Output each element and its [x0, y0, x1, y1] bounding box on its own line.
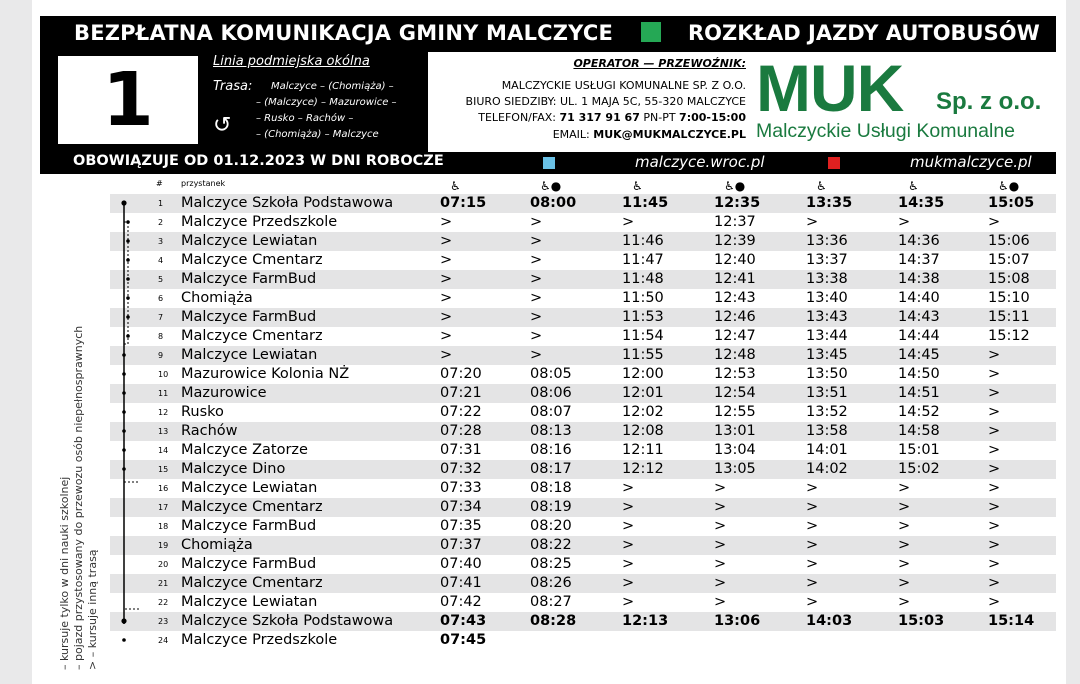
departure-time: 07:40	[440, 556, 482, 572]
departure-time: 13:44	[806, 328, 848, 344]
stop-number: 13	[158, 427, 169, 436]
departure-time: 13:50	[806, 366, 848, 382]
departure-time: 07:45	[440, 632, 487, 648]
departure-time: 14:37	[898, 252, 940, 268]
table-row	[110, 194, 1056, 213]
departure-time: >	[714, 556, 727, 572]
departure-time: >	[530, 252, 543, 268]
departure-time: >	[898, 214, 911, 230]
departure-time: 12:43	[714, 290, 756, 306]
departure-time: >	[988, 480, 1001, 496]
legend-accessible: – pojazd przystosowany do przewozu osób niepełnosprawnych	[72, 325, 85, 670]
muk-logo: MUK	[756, 51, 904, 125]
departure-time: >	[988, 385, 1001, 401]
departure-time: 13:06	[714, 613, 761, 629]
departure-time: 12:40	[714, 252, 756, 268]
departure-time: 12:53	[714, 366, 756, 382]
departure-time: >	[806, 499, 819, 515]
departure-time: 07:33	[440, 480, 482, 496]
departure-time: >	[622, 594, 635, 610]
departure-time: >	[988, 537, 1001, 553]
stop-name: Malczyce FarmBud	[181, 518, 317, 534]
departure-time: 15:10	[988, 290, 1030, 306]
stop-dot	[122, 372, 126, 376]
departure-time: 08:06	[530, 385, 572, 401]
operator-email-line	[553, 128, 746, 141]
title-left: BEZPŁATNA KOMUNIKACJA GMINY MALCZYCE	[74, 21, 613, 45]
stop-number: 18	[158, 522, 169, 531]
green-square-icon	[641, 22, 661, 42]
departure-time: 12:00	[622, 366, 664, 382]
departure-time: >	[988, 366, 1001, 382]
stop-dot	[121, 200, 126, 205]
departure-time: 08:25	[530, 556, 572, 572]
col-hash: #	[156, 179, 163, 188]
timetable-rows	[110, 194, 1056, 650]
stop-number: 14	[158, 446, 169, 455]
departure-time: 12:13	[622, 613, 669, 629]
phone-label: TELEFON/FAX:	[478, 111, 556, 124]
stop-number: 8	[158, 332, 164, 341]
departure-time: 08:19	[530, 499, 572, 515]
departure-time: 11:50	[622, 290, 664, 306]
stop-number: 24	[158, 636, 169, 645]
stop-name: Malczyce Lewiatan	[181, 594, 318, 610]
stop-number: 6	[158, 294, 164, 303]
departure-time: 11:54	[622, 328, 664, 344]
departure-time: 14:35	[898, 195, 945, 211]
departure-time: 14:51	[898, 385, 940, 401]
departure-time: >	[622, 480, 635, 496]
departure-time: 13:40	[806, 290, 848, 306]
departure-time: 12:35	[714, 195, 761, 211]
phone-number: 71 317 91 67	[559, 111, 640, 124]
departure-time: 11:45	[622, 195, 669, 211]
stop-dot	[122, 391, 126, 395]
title-right: ROZKŁAD JAZDY AUTOBUSÓW	[688, 21, 1040, 45]
stop-dot	[126, 296, 130, 300]
departure-time: >	[714, 518, 727, 534]
stop-dot	[126, 239, 130, 243]
red-square-icon	[828, 157, 840, 169]
departure-time: 14:58	[898, 423, 940, 439]
departure-time: 12:08	[622, 423, 664, 439]
departure-time: 12:39	[714, 233, 756, 249]
departure-time: 08:16	[530, 442, 572, 458]
departure-time: 12:46	[714, 309, 756, 325]
stop-dot	[122, 638, 126, 642]
line-name: Linia podmiejska okólna	[213, 54, 370, 69]
table-header	[110, 174, 1056, 194]
departure-time: 08:13	[530, 423, 572, 439]
hours-label: PN-PT	[643, 111, 676, 124]
departure-time: 07:34	[440, 499, 482, 515]
stop-dot	[122, 467, 126, 471]
stop-name: Rusko	[181, 404, 224, 420]
departure-time: >	[806, 480, 819, 496]
stop-name: Malczyce Szkoła Podstawowa	[181, 195, 394, 211]
departure-time: 14:01	[806, 442, 848, 458]
departure-time: 08:27	[530, 594, 572, 610]
table-row	[110, 365, 1056, 384]
legend-school: – kursuje tylko w dni nauki szkolnej	[58, 476, 71, 670]
table-row	[110, 384, 1056, 403]
departure-time: >	[988, 347, 1001, 363]
departure-time: 12:01	[622, 385, 664, 401]
departure-time: 12:54	[714, 385, 756, 401]
departure-time: 12:47	[714, 328, 756, 344]
operator-name: MALCZYCKIE USŁUGI KOMUNALNE SP. Z O.O.	[501, 79, 746, 92]
stop-name: Chomiąża	[181, 537, 253, 553]
departure-time: 12:48	[714, 347, 756, 363]
stop-dot	[126, 220, 130, 224]
departure-time: >	[622, 575, 635, 591]
stop-name: Malczyce Lewiatan	[181, 233, 318, 249]
departure-time: >	[806, 214, 819, 230]
departure-time: >	[622, 556, 635, 572]
departure-time: 08:07	[530, 404, 572, 420]
departure-time: >	[806, 518, 819, 534]
departure-time: >	[898, 518, 911, 534]
departure-time: 08:28	[530, 613, 577, 629]
stop-name: Chomiąża	[181, 290, 253, 306]
departure-time: >	[440, 309, 453, 325]
stop-dot	[122, 410, 126, 414]
departure-time: >	[714, 499, 727, 515]
stop-dot	[126, 315, 130, 319]
departure-time: 15:01	[898, 442, 940, 458]
stop-name: Rachów	[181, 423, 238, 439]
departure-time: 13:38	[806, 271, 848, 287]
route-line-4: – (Chomiąża) – Malczyce	[256, 129, 379, 140]
stop-name: Malczyce FarmBud	[181, 271, 317, 287]
stop-name: Malczyce Cmentarz	[181, 252, 323, 268]
departure-time: >	[530, 347, 543, 363]
departure-time: 15:12	[988, 328, 1030, 344]
departure-time: >	[530, 328, 543, 344]
table-row	[110, 441, 1056, 460]
website-link-1[interactable]: malczyce.wroc.pl	[635, 153, 765, 171]
stop-name: Malczyce Dino	[181, 461, 286, 477]
departure-time: 07:28	[440, 423, 482, 439]
departure-time: >	[622, 537, 635, 553]
table-row	[110, 270, 1056, 289]
departure-time: >	[988, 461, 1001, 477]
stop-number: 9	[158, 351, 164, 360]
departure-time: 07:35	[440, 518, 482, 534]
table-row	[110, 308, 1056, 327]
stop-name: Malczyce Zatorze	[181, 442, 308, 458]
departure-time: 13:37	[806, 252, 848, 268]
stop-dot	[122, 353, 126, 357]
departure-time: 13:36	[806, 233, 848, 249]
route-label: Trasa:	[213, 79, 253, 94]
wheelchair-icon: ♿	[908, 179, 919, 193]
wheelchair-school-icon: ♿●	[998, 179, 1020, 193]
departure-time: 12:41	[714, 271, 756, 287]
departure-time: 15:11	[988, 309, 1030, 325]
validity-bar	[40, 152, 1056, 174]
departure-time: 15:14	[988, 613, 1035, 629]
departure-time: >	[806, 594, 819, 610]
legend-different-route: > – kursuje inną trasą	[86, 549, 99, 670]
departure-time: >	[622, 518, 635, 534]
departure-time: >	[530, 309, 543, 325]
stop-number: 16	[158, 484, 169, 493]
departure-time: 07:43	[440, 613, 487, 629]
departure-time: >	[440, 271, 453, 287]
stop-name: Malczyce FarmBud	[181, 309, 317, 325]
departure-time: >	[714, 575, 727, 591]
office-hours: 7:00-15:00	[679, 111, 746, 124]
stop-name: Mazurowice Kolonia NŻ	[181, 366, 350, 382]
departure-time: 14:43	[898, 309, 940, 325]
loop-icon: ↺	[213, 113, 232, 138]
table-row	[110, 536, 1056, 555]
departure-time: >	[988, 423, 1001, 439]
stop-name: Malczyce Lewiatan	[181, 480, 318, 496]
table-row	[110, 232, 1056, 251]
departure-time: 07:37	[440, 537, 482, 553]
stop-name: Malczyce Cmentarz	[181, 328, 323, 344]
departure-time: 13:01	[714, 423, 756, 439]
departure-time: 14:38	[898, 271, 940, 287]
departure-time: 13:05	[714, 461, 756, 477]
departure-time: >	[898, 556, 911, 572]
departure-time: >	[440, 290, 453, 306]
email-address[interactable]: MUK@MUKMALCZYCE.PL	[593, 128, 746, 141]
departure-time: 15:07	[988, 252, 1030, 268]
line-number: 1	[58, 56, 198, 144]
departure-time: 15:05	[988, 195, 1035, 211]
departure-time: 12:12	[622, 461, 664, 477]
departure-time: 12:02	[622, 404, 664, 420]
departure-time: >	[988, 575, 1001, 591]
departure-time: 13:51	[806, 385, 848, 401]
departure-time: >	[988, 499, 1001, 515]
stop-number: 3	[158, 237, 164, 246]
departure-time: 13:04	[714, 442, 756, 458]
departure-time: >	[988, 404, 1001, 420]
departure-time: 15:06	[988, 233, 1030, 249]
table-row	[110, 460, 1056, 479]
table-row	[110, 574, 1056, 593]
stop-number: 17	[158, 503, 169, 512]
operator-title: OPERATOR — PRZEWOŹNIK:	[573, 57, 746, 70]
detour-bracket-2	[124, 482, 140, 609]
stop-number: 12	[158, 408, 169, 417]
departure-time: 15:03	[898, 613, 945, 629]
departure-time: >	[898, 594, 911, 610]
stop-name: Malczyce FarmBud	[181, 556, 317, 572]
table-row	[110, 403, 1056, 422]
departure-time: >	[714, 537, 727, 553]
stop-name: Mazurowice	[181, 385, 267, 401]
departure-time: 07:32	[440, 461, 482, 477]
departure-time: >	[714, 594, 727, 610]
table-row	[110, 479, 1056, 498]
departure-time: >	[988, 556, 1001, 572]
departure-time: 13:43	[806, 309, 848, 325]
departure-time: >	[806, 575, 819, 591]
departure-time: 13:35	[806, 195, 853, 211]
stop-name: Malczyce Przedszkole	[181, 214, 338, 230]
departure-time: 11:47	[622, 252, 664, 268]
departure-time: 08:00	[530, 195, 577, 211]
departure-time: >	[440, 214, 453, 230]
muk-logo-full-name: Malczyckie Usługi Komunalne	[756, 120, 1016, 142]
departure-time: 07:22	[440, 404, 482, 420]
departure-time: 12:11	[622, 442, 664, 458]
wheelchair-icon: ♿	[632, 179, 643, 193]
stop-dot	[126, 334, 130, 338]
departure-time: >	[714, 480, 727, 496]
departure-time: >	[988, 214, 1001, 230]
blue-square-icon	[543, 157, 555, 169]
departure-time: 14:03	[806, 613, 853, 629]
table-row	[110, 631, 1056, 650]
departure-time: >	[898, 480, 911, 496]
departure-time: 08:20	[530, 518, 572, 534]
stop-number: 15	[158, 465, 169, 474]
stop-name: Malczyce Przedszkole	[181, 632, 338, 648]
departure-time: 11:53	[622, 309, 664, 325]
departure-time: 11:46	[622, 233, 664, 249]
departure-time: >	[622, 499, 635, 515]
wheelchair-school-icon: ♿●	[540, 179, 562, 193]
departure-time: >	[530, 233, 543, 249]
stop-number: 4	[158, 256, 164, 265]
departure-time: >	[806, 537, 819, 553]
departure-time: 08:26	[530, 575, 572, 591]
departure-time: >	[440, 347, 453, 363]
stop-dot	[126, 258, 130, 262]
departure-time: 15:02	[898, 461, 940, 477]
stop-name: Malczyce Cmentarz	[181, 575, 323, 591]
stop-number: 10	[158, 370, 169, 379]
stop-number: 7	[158, 313, 164, 322]
stop-name: Malczyce Cmentarz	[181, 499, 323, 515]
stop-number: 23	[158, 617, 169, 626]
wheelchair-school-icon: ♿●	[724, 179, 746, 193]
table-row	[110, 498, 1056, 517]
stop-name: Malczyce Szkoła Podstawowa	[181, 613, 394, 629]
stop-number: 5	[158, 275, 164, 284]
departure-time: 08:22	[530, 537, 572, 553]
table-row	[110, 422, 1056, 441]
departure-time: >	[898, 537, 911, 553]
table-row	[110, 612, 1056, 631]
departure-time: 07:42	[440, 594, 482, 610]
departure-time: 07:31	[440, 442, 482, 458]
departure-time: >	[988, 442, 1001, 458]
departure-time: 08:17	[530, 461, 572, 477]
departure-time: 07:20	[440, 366, 482, 382]
departure-time: 14:36	[898, 233, 940, 249]
stop-number: 1	[158, 199, 164, 208]
departure-time: >	[898, 575, 911, 591]
route-line-2: – (Malczyce) – Mazurowice –	[256, 97, 397, 108]
stop-name: Malczyce Lewiatan	[181, 347, 318, 363]
stop-dot	[122, 448, 126, 452]
route-line-1: Malczyce – (Chomiąża) –	[271, 81, 394, 92]
departure-time: 12:55	[714, 404, 756, 420]
table-row	[110, 517, 1056, 536]
top-title-bar	[40, 16, 1056, 52]
operator-address: BIURO SIEDZIBY: UL. 1 MAJA 5C, 55-320 MALCZYCE	[465, 95, 746, 108]
departure-time: 14:50	[898, 366, 940, 382]
departure-time: 14:40	[898, 290, 940, 306]
departure-time: 13:45	[806, 347, 848, 363]
departure-time: >	[530, 271, 543, 287]
departure-time: 07:21	[440, 385, 482, 401]
departure-time: 08:05	[530, 366, 572, 382]
departure-time: >	[622, 214, 635, 230]
departure-time: 14:44	[898, 328, 940, 344]
departure-time: 14:45	[898, 347, 940, 363]
departure-time: >	[898, 499, 911, 515]
departure-time: >	[988, 518, 1001, 534]
stop-dot	[122, 429, 126, 433]
muk-logo-suffix: Sp. z o.o.	[936, 88, 1042, 115]
departure-time: 11:55	[622, 347, 664, 363]
departure-time: >	[440, 328, 453, 344]
website-link-2[interactable]: mukmalczyce.pl	[910, 153, 1032, 171]
table-row	[110, 289, 1056, 308]
departure-time: 07:15	[440, 195, 487, 211]
table-row	[110, 327, 1056, 346]
departure-time: >	[806, 556, 819, 572]
departure-time: >	[440, 233, 453, 249]
wheelchair-icon: ♿	[816, 179, 827, 193]
departure-time: 07:41	[440, 575, 482, 591]
departure-time: 15:08	[988, 271, 1030, 287]
stop-dot	[121, 618, 126, 623]
legend	[58, 262, 118, 672]
col-stop: przystanek	[181, 179, 226, 188]
route-line-3: – Rusko – Rachów –	[256, 113, 354, 124]
departure-time: 12:37	[714, 214, 756, 230]
operator-phone-line	[478, 111, 746, 124]
departure-time: >	[530, 214, 543, 230]
stop-number: 21	[158, 579, 169, 588]
departure-time: 11:48	[622, 271, 664, 287]
stop-number: 11	[158, 389, 169, 398]
table-row	[110, 555, 1056, 574]
departure-time: 13:58	[806, 423, 848, 439]
stop-number: 20	[158, 560, 169, 569]
wheelchair-icon: ♿	[450, 179, 461, 193]
stop-dot	[126, 277, 130, 281]
table-row	[110, 251, 1056, 270]
validity-text: OBOWIĄZUJE OD 01.12.2023 W DNI ROBOCZE	[73, 153, 444, 169]
stop-number: 22	[158, 598, 169, 607]
stop-number: 19	[158, 541, 169, 550]
departure-time: 13:52	[806, 404, 848, 420]
table-row	[110, 346, 1056, 365]
stop-number: 2	[158, 218, 164, 227]
departure-time: >	[440, 252, 453, 268]
email-label: EMAIL:	[552, 128, 590, 141]
table-row	[110, 213, 1056, 232]
departure-time: >	[988, 594, 1001, 610]
departure-time: 14:52	[898, 404, 940, 420]
table-row	[110, 593, 1056, 612]
departure-time: 14:02	[806, 461, 848, 477]
departure-time: 08:18	[530, 480, 572, 496]
departure-time: >	[530, 290, 543, 306]
